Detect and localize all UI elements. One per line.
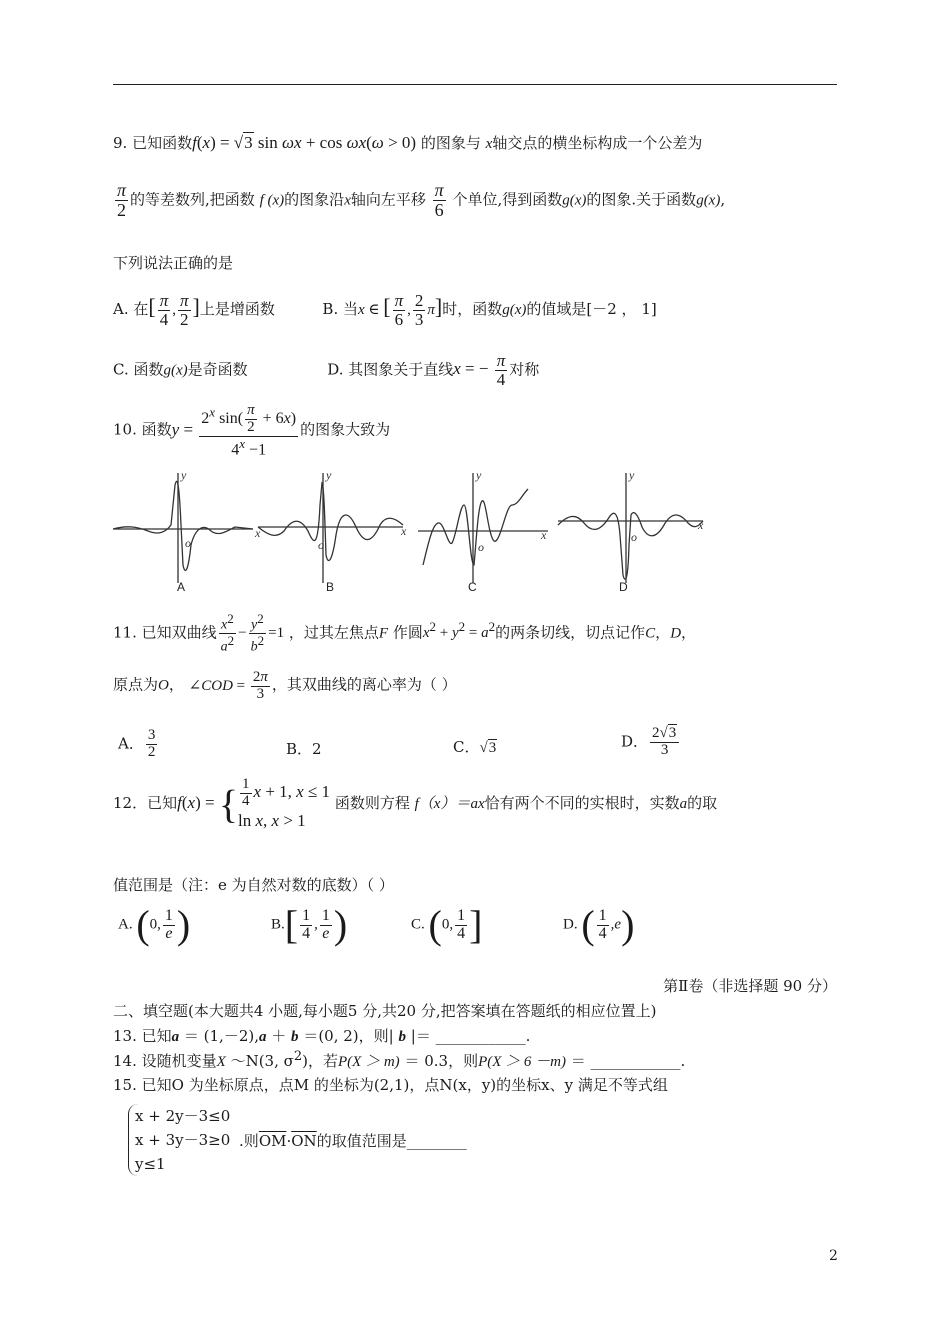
svg-text:y: y [629, 468, 635, 482]
q9-line2: $\frac{\pi}{2}$ 的等差数列,把函数 f (x)的图象沿x轴向左平移 $\frac{\pi}{6}$ 个单位,得到函数g(x)的图象.关于函数g(x), [117, 180, 726, 220]
graph-d [558, 473, 703, 583]
q11-line2: 原点为O， ∠COD = $\frac{2\pi}{3}$ ，其双曲线的离心率为（ ） [113, 669, 457, 702]
section-title: 二、填空题(本大题共4 小题,每小题5 分,共20 分,把答案填在答题纸的相应位置上) [113, 1002, 657, 1020]
q9-options-ab: A. 在[ $\frac{\pi}{4}$ , $\frac{\pi}{2}$ ]上是增函数 B. 当x ∈ [ $\frac{\pi}{6}$ , $\frac{2}{3}$ π]时，函数g(x)的值域是[－2 ， 1] [113, 291, 657, 329]
q9-interval-a: [ $\frac{\pi}{4}$ , $\frac{\pi}{2}$ ] [148, 291, 200, 329]
q9-frac-pi-6: $\frac{\pi}{6}$ [434, 180, 444, 220]
q12-options: A. (0, $\frac{1}{e}$ ) B.[ $\frac{1}{4}$ , $\frac{1}{e}$ ) C. (0, $\frac{1}{4}$ ] D. ( $\frac{1}{4}$ ,e) [118, 902, 635, 947]
q9-line3: 下列说法正确的是 [113, 254, 234, 272]
svg-text:x: x [255, 526, 261, 540]
svg-text:o: o [318, 538, 324, 552]
q9-options-cd: C. 函数g(x)是奇函数 D. 其图象关于直线x = − $\frac{\pi}{4}$ 对称 [113, 351, 540, 389]
q11-circle: $x^2 + y^2 = a^2$ [422, 619, 496, 642]
graph-label-b: B [326, 580, 335, 594]
q14: 14. 设随机变量X ～N(3, $\sigma^2$)，若P(X ＞ m) ＝ 0.3，则P(X ＞ 6 －m) ＝ ____________. [113, 1049, 686, 1070]
graph-label-c: C [468, 580, 477, 594]
svg-text:x: x [541, 528, 547, 542]
q9-frac-pi-2: $\frac{\pi}{2}$ [117, 180, 127, 220]
graph-label-d: D [619, 580, 628, 594]
svg-text:x: x [401, 524, 407, 538]
q11-angle: ∠COD = $\frac{2\pi}{3}$ [188, 669, 268, 702]
q12-piecewise: f(x) = { $\frac{1}{4}$ x + 1, x ≤ 1 ln x, x > 1 [177, 776, 331, 830]
q12-line2: 值范围是（注：e 为自然对数的底数）（ ） [113, 876, 394, 894]
q10-line: 10. 函数y = 2$^x$ sin( $\frac{\pi}{2}$ + 6x) $4^x -1$ 的图象大致为 [113, 402, 391, 458]
vol2-heading: 第Ⅱ卷（非选择题 90 分） [663, 977, 837, 995]
header-rule [113, 84, 837, 85]
q11-hyperbola: $\frac{x^2}{a^2}$ − $\frac{y^2}{b^2}$ =1 [220, 611, 285, 655]
graph-b [258, 473, 403, 583]
svg-text:y: y [476, 468, 482, 482]
q13: 13. 已知a ＝ (1,－2),a ＋ b ＝(0, 2)，则| b |＝ ____________. [113, 1027, 531, 1045]
q15-line1: 15. 已知O 为坐标原点，点M 的坐标为(2,1)，点N(x，y)的坐标x、y 满足不等式组 [113, 1076, 668, 1094]
page-number: 2 [829, 1248, 838, 1264]
graph-c [418, 473, 548, 583]
svg-text:o: o [185, 536, 191, 550]
svg-text:y: y [181, 468, 187, 482]
svg-text:o: o [631, 530, 637, 544]
svg-text:o: o [478, 540, 484, 554]
svg-text:y: y [326, 468, 332, 482]
q9-line-x: x = − $\frac{\pi}{4}$ [453, 351, 506, 389]
q10-formula: y = 2$^x$ sin( $\frac{\pi}{2}$ + 6x) $4^x -1$ [171, 402, 297, 458]
q15-system: x + 2y－3≤0 x + 3y－3≥0 y≤1 .则$\overline{OM}\cdot\overline{ON}$的取值范围是________ [128, 1104, 467, 1176]
graph-a [113, 473, 253, 583]
graph-label-a: A [177, 580, 186, 594]
q10-graphs [113, 465, 713, 595]
q11-line1: 11. 已知双曲线 $\frac{x^2}{a^2}$ − $\frac{y^2}{b^2}$ =1 ，过其左焦点F 作圆$x^2 + y^2 = a^2$的两条切线，切点记作C，D， [113, 611, 697, 655]
q9-line1: 9. 已知函数f(x) = √3 sin ωx + cos ωx(ω > 0) 的图象与 x轴交点的横坐标构成一个公差为 [113, 133, 703, 152]
q12-line1: 12．已知f(x) = { $\frac{1}{4}$ x + 1, x ≤ 1 ln x, x > 1 函数则方程 f（x）＝ax恰有两个不同的实根时，实数a的取 [113, 776, 718, 830]
q9-interval-b: x ∈ [ $\frac{\pi}{6}$ , $\frac{2}{3}$ π] [357, 291, 443, 329]
q9-formula: f(x) = √3 sin ωx + cos ωx(ω > 0) [192, 133, 417, 152]
svg-text:x: x [698, 518, 704, 532]
